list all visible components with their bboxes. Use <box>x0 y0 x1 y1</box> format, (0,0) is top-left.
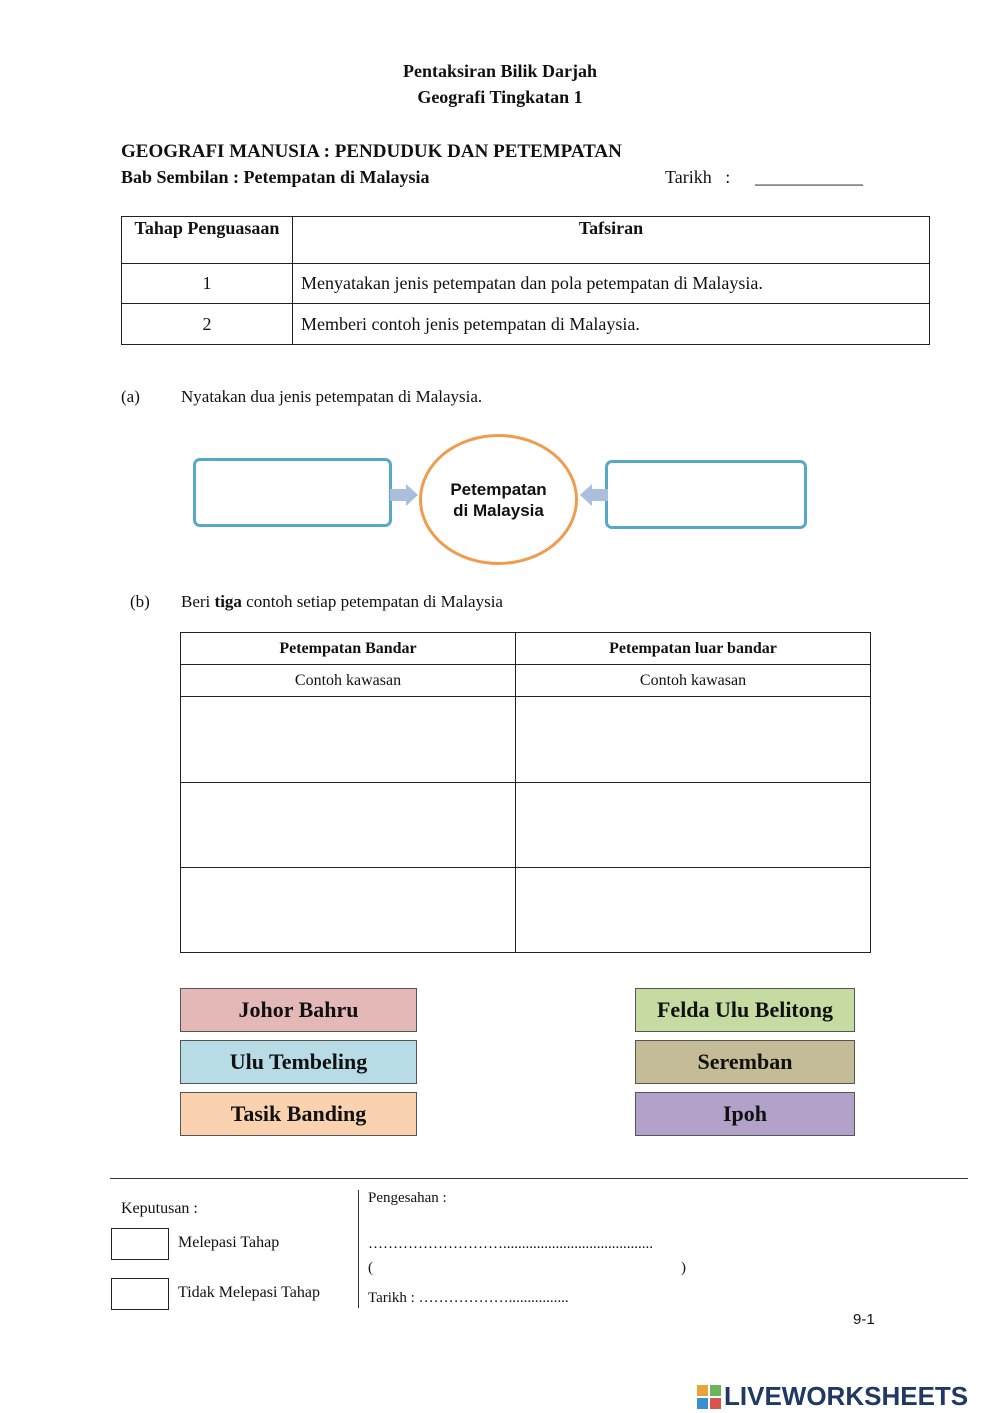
table-row <box>181 868 871 953</box>
page-number: 9-1 <box>853 1311 875 1328</box>
tile-tasik-banding[interactable]: Tasik Banding <box>180 1092 417 1136</box>
answer-box-right[interactable] <box>605 460 807 529</box>
drop-cell-urban-3[interactable] <box>181 868 516 953</box>
col-header-interpretation: Tafsiran <box>293 217 930 264</box>
mastery-table <box>121 216 930 345</box>
brand-logo <box>697 1381 968 1412</box>
topic-heading: GEOGRAFI MANUSIA : PENDUDUK DAN PETEMPATAN <box>121 141 622 162</box>
question-b-text-bold: tiga <box>214 592 242 611</box>
col-header-level: Tahap Penguasaan <box>122 217 293 264</box>
drop-cell-rural-2[interactable] <box>516 783 871 868</box>
level-cell: 1 <box>122 264 293 304</box>
fail-checkbox[interactable] <box>111 1278 169 1310</box>
table-row <box>181 783 871 868</box>
pass-checkbox[interactable] <box>111 1228 169 1260</box>
question-b-text-pre: Beri <box>181 592 215 611</box>
fail-label: Tidak Melepasi Tahap <box>178 1284 320 1301</box>
drop-cell-rural-3[interactable] <box>516 868 871 953</box>
arrow-right-icon <box>390 484 420 506</box>
tile-felda-ulu-belitong[interactable]: Felda Ulu Belitong <box>635 988 855 1032</box>
drop-cell-rural-1[interactable] <box>516 697 871 783</box>
tile-johor-bahru[interactable]: Johor Bahru <box>180 988 417 1032</box>
description-cell: Memberi contoh jenis petempatan di Malaysia. <box>293 304 930 345</box>
center-concept-oval <box>419 434 578 565</box>
col-header-urban: Petempatan Bandar <box>181 633 516 665</box>
question-b-label: (b) <box>130 592 150 611</box>
sub-header-rural: Contoh kawasan <box>516 665 871 697</box>
question-b-text <box>181 592 503 612</box>
level-cell: 2 <box>122 304 293 345</box>
answer-box-left[interactable] <box>193 458 392 527</box>
tile-ulu-tembeling[interactable]: Ulu Tembeling <box>180 1040 417 1084</box>
question-b-text-post: contoh setiap petempatan di Malaysia <box>241 592 503 611</box>
col-header-rural: Petempatan luar bandar <box>516 633 871 665</box>
question-a-label: (a) <box>121 387 140 406</box>
document-title: Pentaksiran Bilik Darjah <box>402 61 598 81</box>
arrow-left-icon <box>580 484 610 506</box>
footer-vertical-divider <box>358 1190 359 1308</box>
center-concept-line2: di Malaysia <box>453 500 544 520</box>
liveworksheets-icon <box>697 1385 721 1409</box>
document-subtitle: Geografi Tingkatan 1 <box>417 87 583 107</box>
chapter-heading: Bab Sembilan : Petempatan di Malaysia <box>121 167 430 187</box>
center-concept-line1: Petempatan <box>450 479 547 499</box>
question-a-text: Nyatakan dua jenis petempatan di Malaysia. <box>181 387 483 406</box>
name-paren-open: ( <box>368 1260 373 1276</box>
tile-ipoh[interactable]: Ipoh <box>635 1092 855 1136</box>
footer-divider <box>110 1178 968 1179</box>
name-paren-close: ) <box>681 1260 686 1276</box>
sub-header-urban: Contoh kawasan <box>181 665 516 697</box>
drop-cell-urban-1[interactable] <box>181 697 516 783</box>
table-row <box>181 697 871 783</box>
table-row <box>122 304 930 345</box>
description-cell: Menyatakan jenis petempatan dan pola petempatan di Malaysia. <box>293 264 930 304</box>
examples-table <box>180 632 871 953</box>
verification-date: Tarikh : ………………................ <box>368 1290 569 1306</box>
pass-label: Melepasi Tahap <box>178 1234 280 1251</box>
verification-label: Pengesahan : <box>368 1190 447 1206</box>
table-row <box>122 264 930 304</box>
date-label: Tarikh : <box>665 167 731 187</box>
tile-seremban[interactable]: Seremban <box>635 1040 855 1084</box>
drop-cell-urban-2[interactable] <box>181 783 516 868</box>
date-blank: ____________ <box>755 167 863 187</box>
decision-label: Keputusan : <box>121 1200 198 1217</box>
brand-name: LIVEWORKSHEETS <box>724 1381 969 1411</box>
signature-line: ………………………........................................ <box>368 1236 653 1252</box>
